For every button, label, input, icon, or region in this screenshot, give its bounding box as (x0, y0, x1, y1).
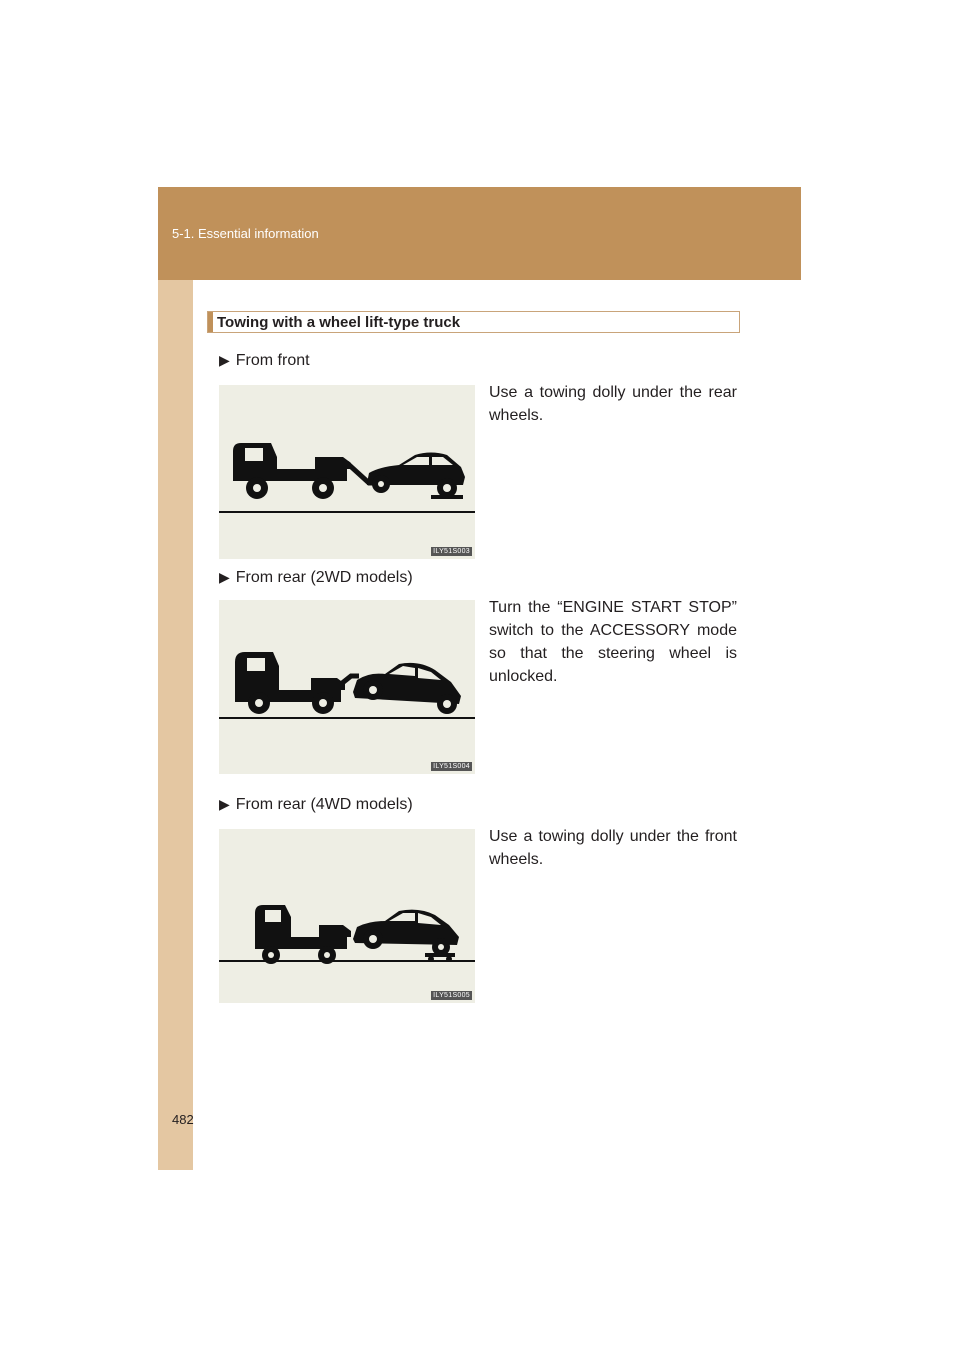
section-heading (207, 311, 740, 333)
case-label-rear-2wd (219, 569, 413, 587)
side-strip (158, 187, 193, 1170)
case-description-front: Use a towing dolly under the rear wheels. (489, 384, 737, 424)
tow-truck-car-front-illustration (219, 385, 475, 559)
case-label-text: From rear (4WD models) (235, 796, 413, 813)
figure-code: ILY51S004 (433, 763, 470, 770)
page-number: 482 (172, 1112, 194, 1127)
figure-code: ILY51S003 (433, 548, 470, 555)
case-description-rear-4wd: Use a towing dolly under the front wheels. (489, 828, 737, 868)
tow-truck-car-rear-2wd-illustration (219, 600, 475, 774)
case-label-text: From front (235, 352, 310, 369)
section-title: Towing with a wheel lift-type truck (217, 314, 461, 331)
triangle-bullet-icon: ▶ (219, 796, 230, 812)
case-label-rear-4wd (219, 796, 413, 814)
figure-code: ILY51S005 (433, 992, 470, 999)
triangle-bullet-icon: ▶ (219, 352, 230, 368)
figure-towing-rear-4wd (219, 829, 475, 1003)
section-label: 5-1. Essential information (172, 226, 319, 241)
figure-towing-front (219, 385, 475, 559)
triangle-bullet-icon: ▶ (219, 569, 230, 585)
case-description-rear-2wd: Turn the “ENGINE START STOP” switch to the ACCESSORY mode so that the steering wheel is unlocked. (489, 599, 737, 685)
case-label-text: From rear (2WD models) (235, 569, 413, 586)
heading-accent-bar (208, 312, 213, 332)
tow-truck-car-rear-4wd-illustration (219, 829, 475, 1003)
case-label-front (219, 352, 310, 370)
figure-towing-rear-2wd (219, 600, 475, 774)
